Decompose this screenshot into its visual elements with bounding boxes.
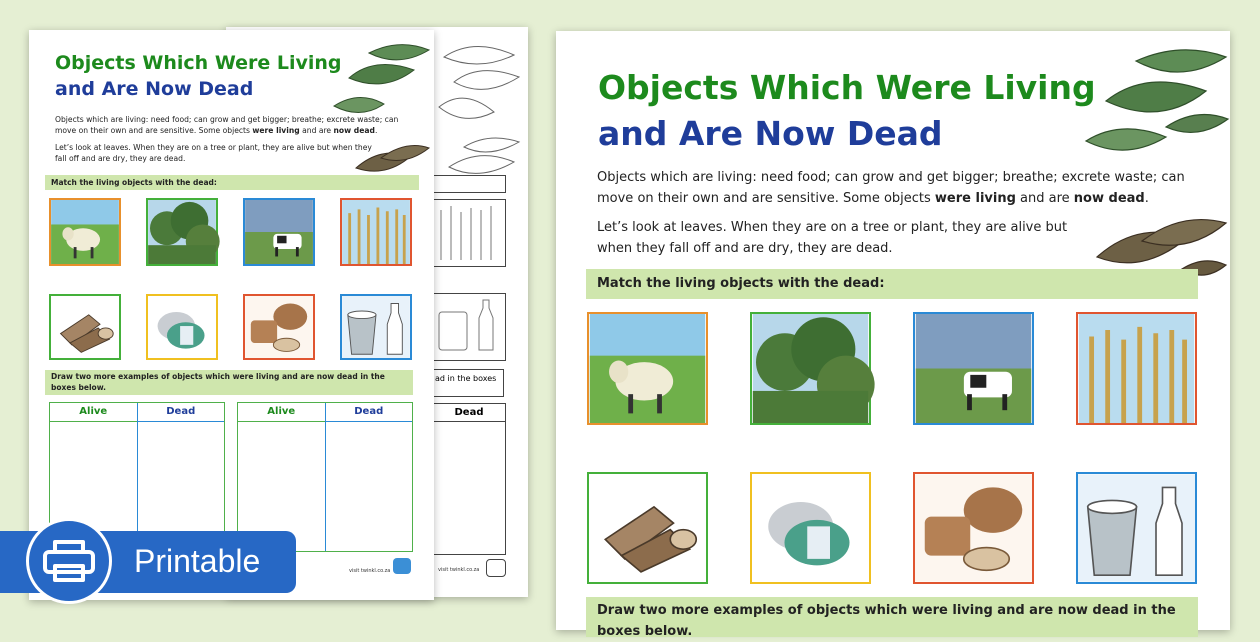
match-heading: Match the living objects with the dead: xyxy=(45,175,419,190)
wool-image-large xyxy=(750,472,871,584)
printer-icon xyxy=(26,518,112,604)
intro-text-large: Objects which are living: need food; can grow and get bigger; breathe; excrete waste; can move on their own and are sensitive. Some objects were living and are now dead. xyxy=(597,170,1185,206)
dead-header: Dead xyxy=(326,403,413,422)
dead-column xyxy=(325,403,413,551)
back-dead-column xyxy=(432,403,506,555)
draw-heading: Draw two more examples of objects which were living and are now dead in the boxes below. xyxy=(45,370,413,395)
printable-badge xyxy=(0,531,296,593)
front-worksheet-page xyxy=(29,30,434,600)
intro-text: Objects which are living: need food; can grow and get bigger; breathe; excrete waste; can move on their own and are sensitive. Some objects were living and are now dead. xyxy=(55,115,399,135)
outline-leaves-decoration xyxy=(434,37,524,187)
alive-header: Alive xyxy=(50,403,137,422)
trees-image xyxy=(146,198,218,266)
back-milk-outline xyxy=(432,293,506,361)
sheep-image-large xyxy=(587,312,708,425)
back-wheat-outline xyxy=(432,199,506,267)
bread-image xyxy=(243,294,315,360)
firewood-image-large xyxy=(587,472,708,584)
page-title: Objects Which Were Living and Are Now Dead xyxy=(55,52,342,100)
dead-column xyxy=(137,403,225,551)
leaves-decoration xyxy=(329,38,434,123)
cow-image-large xyxy=(913,312,1034,425)
milk-image xyxy=(340,294,412,360)
back-footer-url: visit twinkl.co.za xyxy=(438,567,480,573)
back-footer-logo xyxy=(486,559,506,577)
alive-column xyxy=(238,403,325,551)
leaves-text-large: Let’s look at leaves. When they are on a tree or plant, they are alive but when they fall off and are dry, they are dead. xyxy=(597,220,1068,256)
alive-header: Alive xyxy=(238,403,325,422)
wheat-image-large xyxy=(1076,312,1197,425)
footer-url: visit twinkl.co.za xyxy=(349,568,391,574)
printable-label: Printable xyxy=(134,543,261,579)
footer-logo xyxy=(393,558,411,574)
milk-image-large xyxy=(1076,472,1197,584)
firewood-image xyxy=(49,294,121,360)
leaves-decoration-large xyxy=(1076,41,1230,181)
dead-header: Dead xyxy=(138,403,225,422)
alive-dead-table-right xyxy=(237,402,413,552)
sheep-image xyxy=(49,198,121,266)
wool-image xyxy=(146,294,218,360)
zoomed-worksheet-page xyxy=(556,31,1230,639)
page-title-large: Objects Which Were Living and Are Now Dead xyxy=(598,68,1096,153)
bread-image-large xyxy=(913,472,1034,584)
wheat-image xyxy=(340,198,412,266)
back-heading-box xyxy=(432,175,506,193)
cow-image xyxy=(243,198,315,266)
back-dead-header: Dead xyxy=(433,404,505,422)
match-heading-large: Match the living objects with the dead: xyxy=(586,269,1198,299)
back-draw-heading: ad in the boxes xyxy=(432,369,504,397)
trees-image-large xyxy=(750,312,871,425)
draw-heading-large: Draw two more examples of objects which were living and are now dead in the boxes below. xyxy=(586,597,1198,637)
leaves-text: Let’s look at leaves. When they are on a tree or plant, they are alive but when they fall off and are dry, they are dead. xyxy=(55,143,372,163)
